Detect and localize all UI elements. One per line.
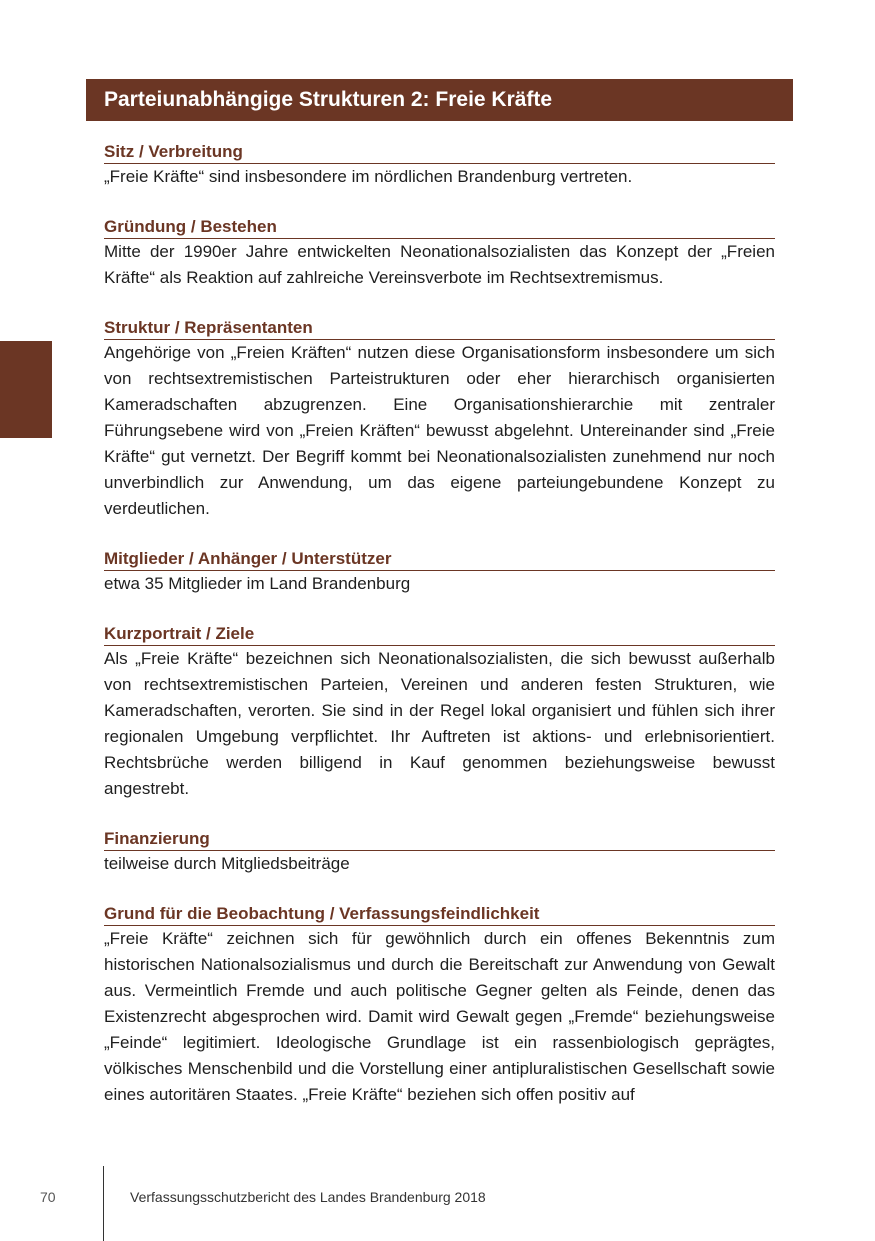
section-body: Als „Freie Kräfte“ bezeichnen sich Neonationalsozialisten, die sich bewusst außerhalb von rechtsextremistischen Parteien, Vereinen und anderen festen Strukturen, wie Kameradschaften, verorten. Sie sind in der Regel lokal organisiert und fühlen sich ihrer regionalen Umgebung verpflichtet. Ihr Auftreten ist aktions- und erlebnisorientiert. Rechtsbrüche werden billigend in Kauf genommen beziehungsweise bewusst angestrebt. xyxy=(104,649,775,798)
page-number: 70 xyxy=(40,1189,56,1205)
section-body: etwa 35 Mitglieder im Land Brandenburg xyxy=(104,574,411,593)
footer-divider xyxy=(103,1166,104,1241)
section-gruendung-bestehen xyxy=(104,216,775,291)
section-body: Mitte der 1990er Jahre entwickelten Neonationalsozialisten das Konzept der „Freien Kräfte“ als Reaktion auf zahlreiche Vereinsverbote im Rechtsextremismus. xyxy=(104,242,775,287)
section-body: „Freie Kräfte“ sind insbesondere im nördlichen Brandenburg vertreten. xyxy=(104,167,633,186)
section-sitz-verbreitung xyxy=(104,141,775,190)
section-heading: Sitz / Verbreitung xyxy=(104,141,775,164)
section-body: Angehörige von „Freien Kräften“ nutzen diese Organisationsform insbesondere um sich von rechtsextremistischen Parteistrukturen oder eher hierarchisch organisierten Kameradschaften abzugrenzen. Eine Organisationshierarchie mit zentraler Führungsebene wird von „Freien Kräften“ bewusst abgelehnt. Untereinander sind „Freie Kräfte“ gut vernetzt. Der Begriff kommt bei Neonationalsozialisten zunehmend nur noch unverbindlich zur Anwendung, um das eigene parteiungebundene Konzept zu verdeutlichen. xyxy=(104,343,775,518)
section-heading: Struktur / Repräsentanten xyxy=(104,317,775,340)
profile-content xyxy=(104,141,775,1108)
section-finanzierung xyxy=(104,828,775,877)
section-heading: Grund für die Beobachtung / Verfassungsfeindlichkeit xyxy=(104,903,775,926)
section-struktur-repraesentanten xyxy=(104,317,775,522)
section-body: teilweise durch Mitgliedsbeiträge xyxy=(104,854,350,873)
section-heading: Mitglieder / Anhänger / Unterstützer xyxy=(104,548,775,571)
chapter-title-banner xyxy=(86,79,793,121)
section-body: „Freie Kräfte“ zeichnen sich für gewöhnlich durch ein offenes Bekenntnis zum historischen Nationalsozialismus und durch die Bereitschaft zur Anwendung von Gewalt aus. Vermeintlich Fremde und auch politische Gegner gelten als Feinde, denen das Existenzrecht abgesprochen wird. Damit wird Gewalt gegen „Fremde“ beziehungsweise „Feinde“ legitimiert. Ideologische Grundlage ist ein rassenbiologisch geprägtes, völkisches Menschenbild und die Vorstellung einer antipluralistischen Gesellschaft sowie eines autoritären Staates. „Freie Kräfte“ beziehen sich offen positiv auf xyxy=(104,929,775,1104)
chapter-side-tab xyxy=(0,341,52,438)
section-heading: Kurzportrait / Ziele xyxy=(104,623,775,646)
section-heading: Finanzierung xyxy=(104,828,775,851)
footer-publication-title: Verfassungsschutzbericht des Landes Brandenburg 2018 xyxy=(130,1189,486,1205)
section-mitglieder xyxy=(104,548,775,597)
section-grund-beobachtung xyxy=(104,903,775,1108)
section-kurzportrait-ziele xyxy=(104,623,775,802)
chapter-title: Parteiunabhängige Strukturen 2: Freie Kräfte xyxy=(104,88,553,111)
section-heading: Gründung / Bestehen xyxy=(104,216,775,239)
